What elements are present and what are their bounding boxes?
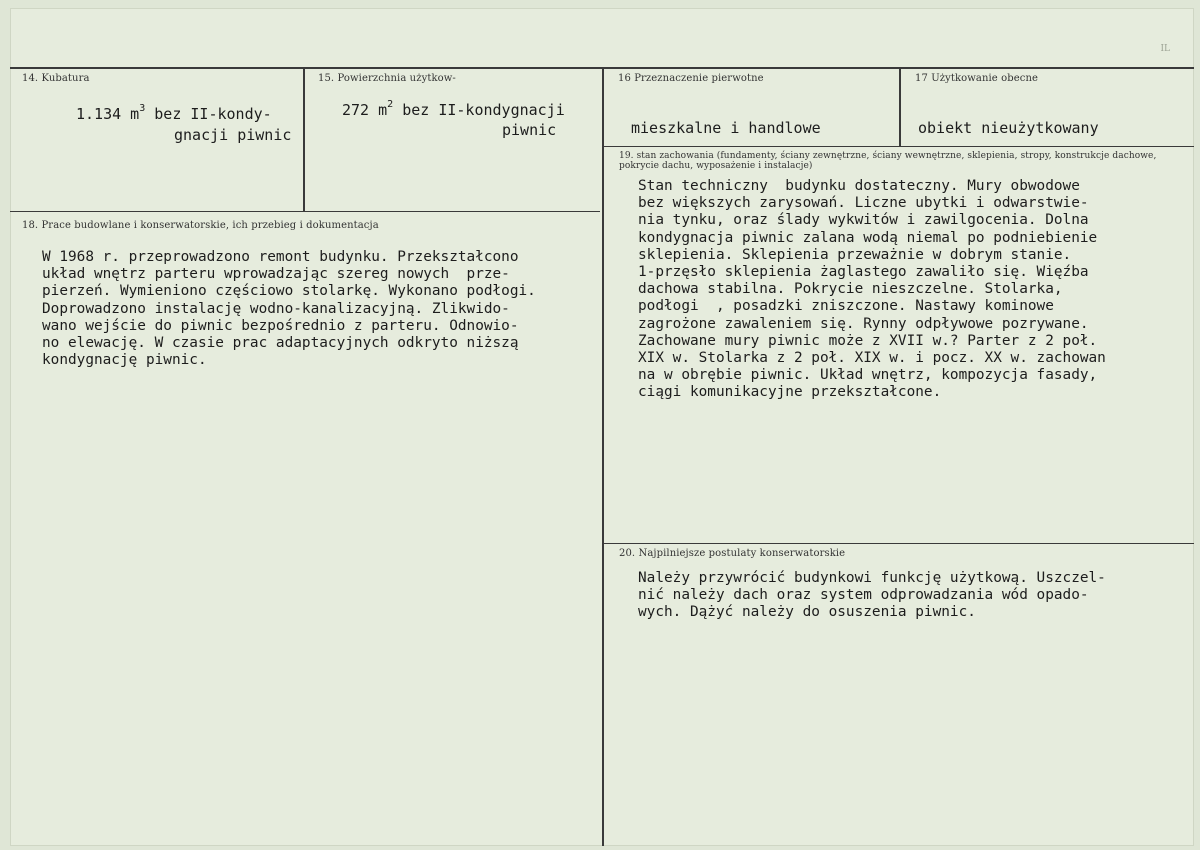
field-18-line: układ wnętrz parteru wprowadzając szereg nowych prze- bbox=[42, 266, 510, 283]
col-divider-main bbox=[602, 68, 604, 846]
field-19-line: zagrożone zawaleniem się. Rynny odpływowe pozrywane. bbox=[638, 315, 1089, 332]
field-14-value-line1 bbox=[76, 102, 272, 123]
field-19-line: 1-przęsło sklepienia żaglastego zawaliło się. Więźba bbox=[638, 263, 1089, 280]
field-14-value-post: bez II-kondy- bbox=[145, 105, 272, 123]
field-14-value-sup: 3 bbox=[139, 103, 146, 114]
field-20-line: wych. Dążyć należy do osuszenia piwnic. bbox=[638, 604, 976, 621]
field-15-label: 15. Powierzchnia użytkow- bbox=[318, 73, 456, 84]
field-18-line: no elewację. W czasie prac adaptacyjnych odkryto niższą bbox=[42, 334, 519, 351]
field-19-label: 19. stan zachowania (fundamenty, ściany zewnętrzne, ściany wewnętrzne, sklepienia, stropy, konstrukcje dachowe, pokrycie dachu, wyposażenie i instalacje) bbox=[619, 151, 1157, 171]
field-15-value-pre: 272 m bbox=[342, 101, 388, 119]
field-18-line: Doprowadzono instalację wodno-kanalizacyjną. Zlikwido- bbox=[42, 300, 510, 317]
field-20-line: nić należy dach oraz system odprowadzania wód opado- bbox=[638, 587, 1089, 604]
field-18-text bbox=[42, 249, 536, 369]
field-19-line: dachowa stabilna. Pokrycie nieszczelne. Stolarka, bbox=[638, 281, 1063, 298]
col-divider-14-15 bbox=[303, 68, 305, 211]
field-18-line: wano wejście do piwnic bezpośrednio z parteru. Odnowio- bbox=[42, 317, 519, 334]
field-15-value-sup: 2 bbox=[387, 99, 394, 110]
field-19-line: Zachowane mury piwnic może z XVII w.? Parter z 2 poł. bbox=[638, 332, 1098, 349]
field-14-value-pre: 1.134 m bbox=[76, 105, 140, 123]
corner-mark: IL bbox=[1160, 44, 1170, 54]
field-15-value-post: bez II-kondygnacji bbox=[393, 101, 565, 119]
field-20-text bbox=[638, 570, 1106, 622]
catalog-card bbox=[10, 8, 1194, 846]
field-19-line: XIX w. Stolarka z 2 poł. XIX w. i pocz. XX w. zachowan bbox=[638, 349, 1106, 366]
field-19-line: nia tynku, oraz ślady wykwitów i zawilgocenia. Dolna bbox=[638, 212, 1089, 229]
field-14-value-line2: gnacji piwnic bbox=[174, 126, 292, 144]
field-18-label: 18. Prace budowlane i konserwatorskie, ich przebieg i dokumentacja bbox=[22, 220, 379, 231]
field-17-label: 17 Użytkowanie obecne bbox=[915, 73, 1039, 84]
field-18-line: pierzeń. Wymieniono częściowo stolarkę. Wykonano podłogi. bbox=[42, 283, 536, 300]
field-19-text bbox=[638, 178, 1106, 401]
row-divider-left bbox=[10, 211, 600, 212]
field-15-value-line1 bbox=[342, 98, 565, 119]
field-14-label: 14. Kubatura bbox=[22, 73, 90, 84]
field-19-line: kondygnacja piwnic zalana wodą niemal po podniebienie bbox=[638, 229, 1098, 246]
row-divider-right-top bbox=[604, 146, 1194, 147]
field-19-line: bez większych zarysowań. Liczne ubytki i odwarstwie- bbox=[638, 195, 1089, 212]
field-18-line: W 1968 r. przeprowadzono remont budynku. Przekształcono bbox=[42, 249, 519, 265]
field-20-line: Należy przywrócić budynkowi funkcję użytkową. Uszczel- bbox=[638, 570, 1106, 586]
field-16-value: mieszkalne i handlowe bbox=[631, 119, 821, 137]
field-19-line: podłogi , posadzki zniszczone. Nastawy kominowe bbox=[638, 298, 1054, 315]
field-19-line: na w obrębie piwnic. Układ wnętrz, kompozycja fasady, bbox=[638, 367, 1098, 384]
field-17-value: obiekt nieużytkowany bbox=[918, 119, 1099, 137]
col-divider-16-17 bbox=[899, 68, 901, 146]
row-divider-right-bottom bbox=[604, 543, 1194, 544]
field-16-label: 16 Przeznaczenie pierwotne bbox=[618, 73, 764, 84]
field-19-line: Stan techniczny budynku dostateczny. Mury obwodowe bbox=[638, 178, 1080, 194]
field-15-value-line2: piwnic bbox=[502, 121, 557, 139]
field-20-label: 20. Najpilniejsze postulaty konserwatorskie bbox=[619, 548, 846, 559]
field-18-line: kondygnację piwnic. bbox=[42, 352, 207, 369]
field-19-line: sklepienia. Sklepienia przeważnie w dobrym stanie. bbox=[638, 246, 1072, 263]
field-19-line: ciągi komunikacyjne przekształcone. bbox=[638, 384, 942, 401]
